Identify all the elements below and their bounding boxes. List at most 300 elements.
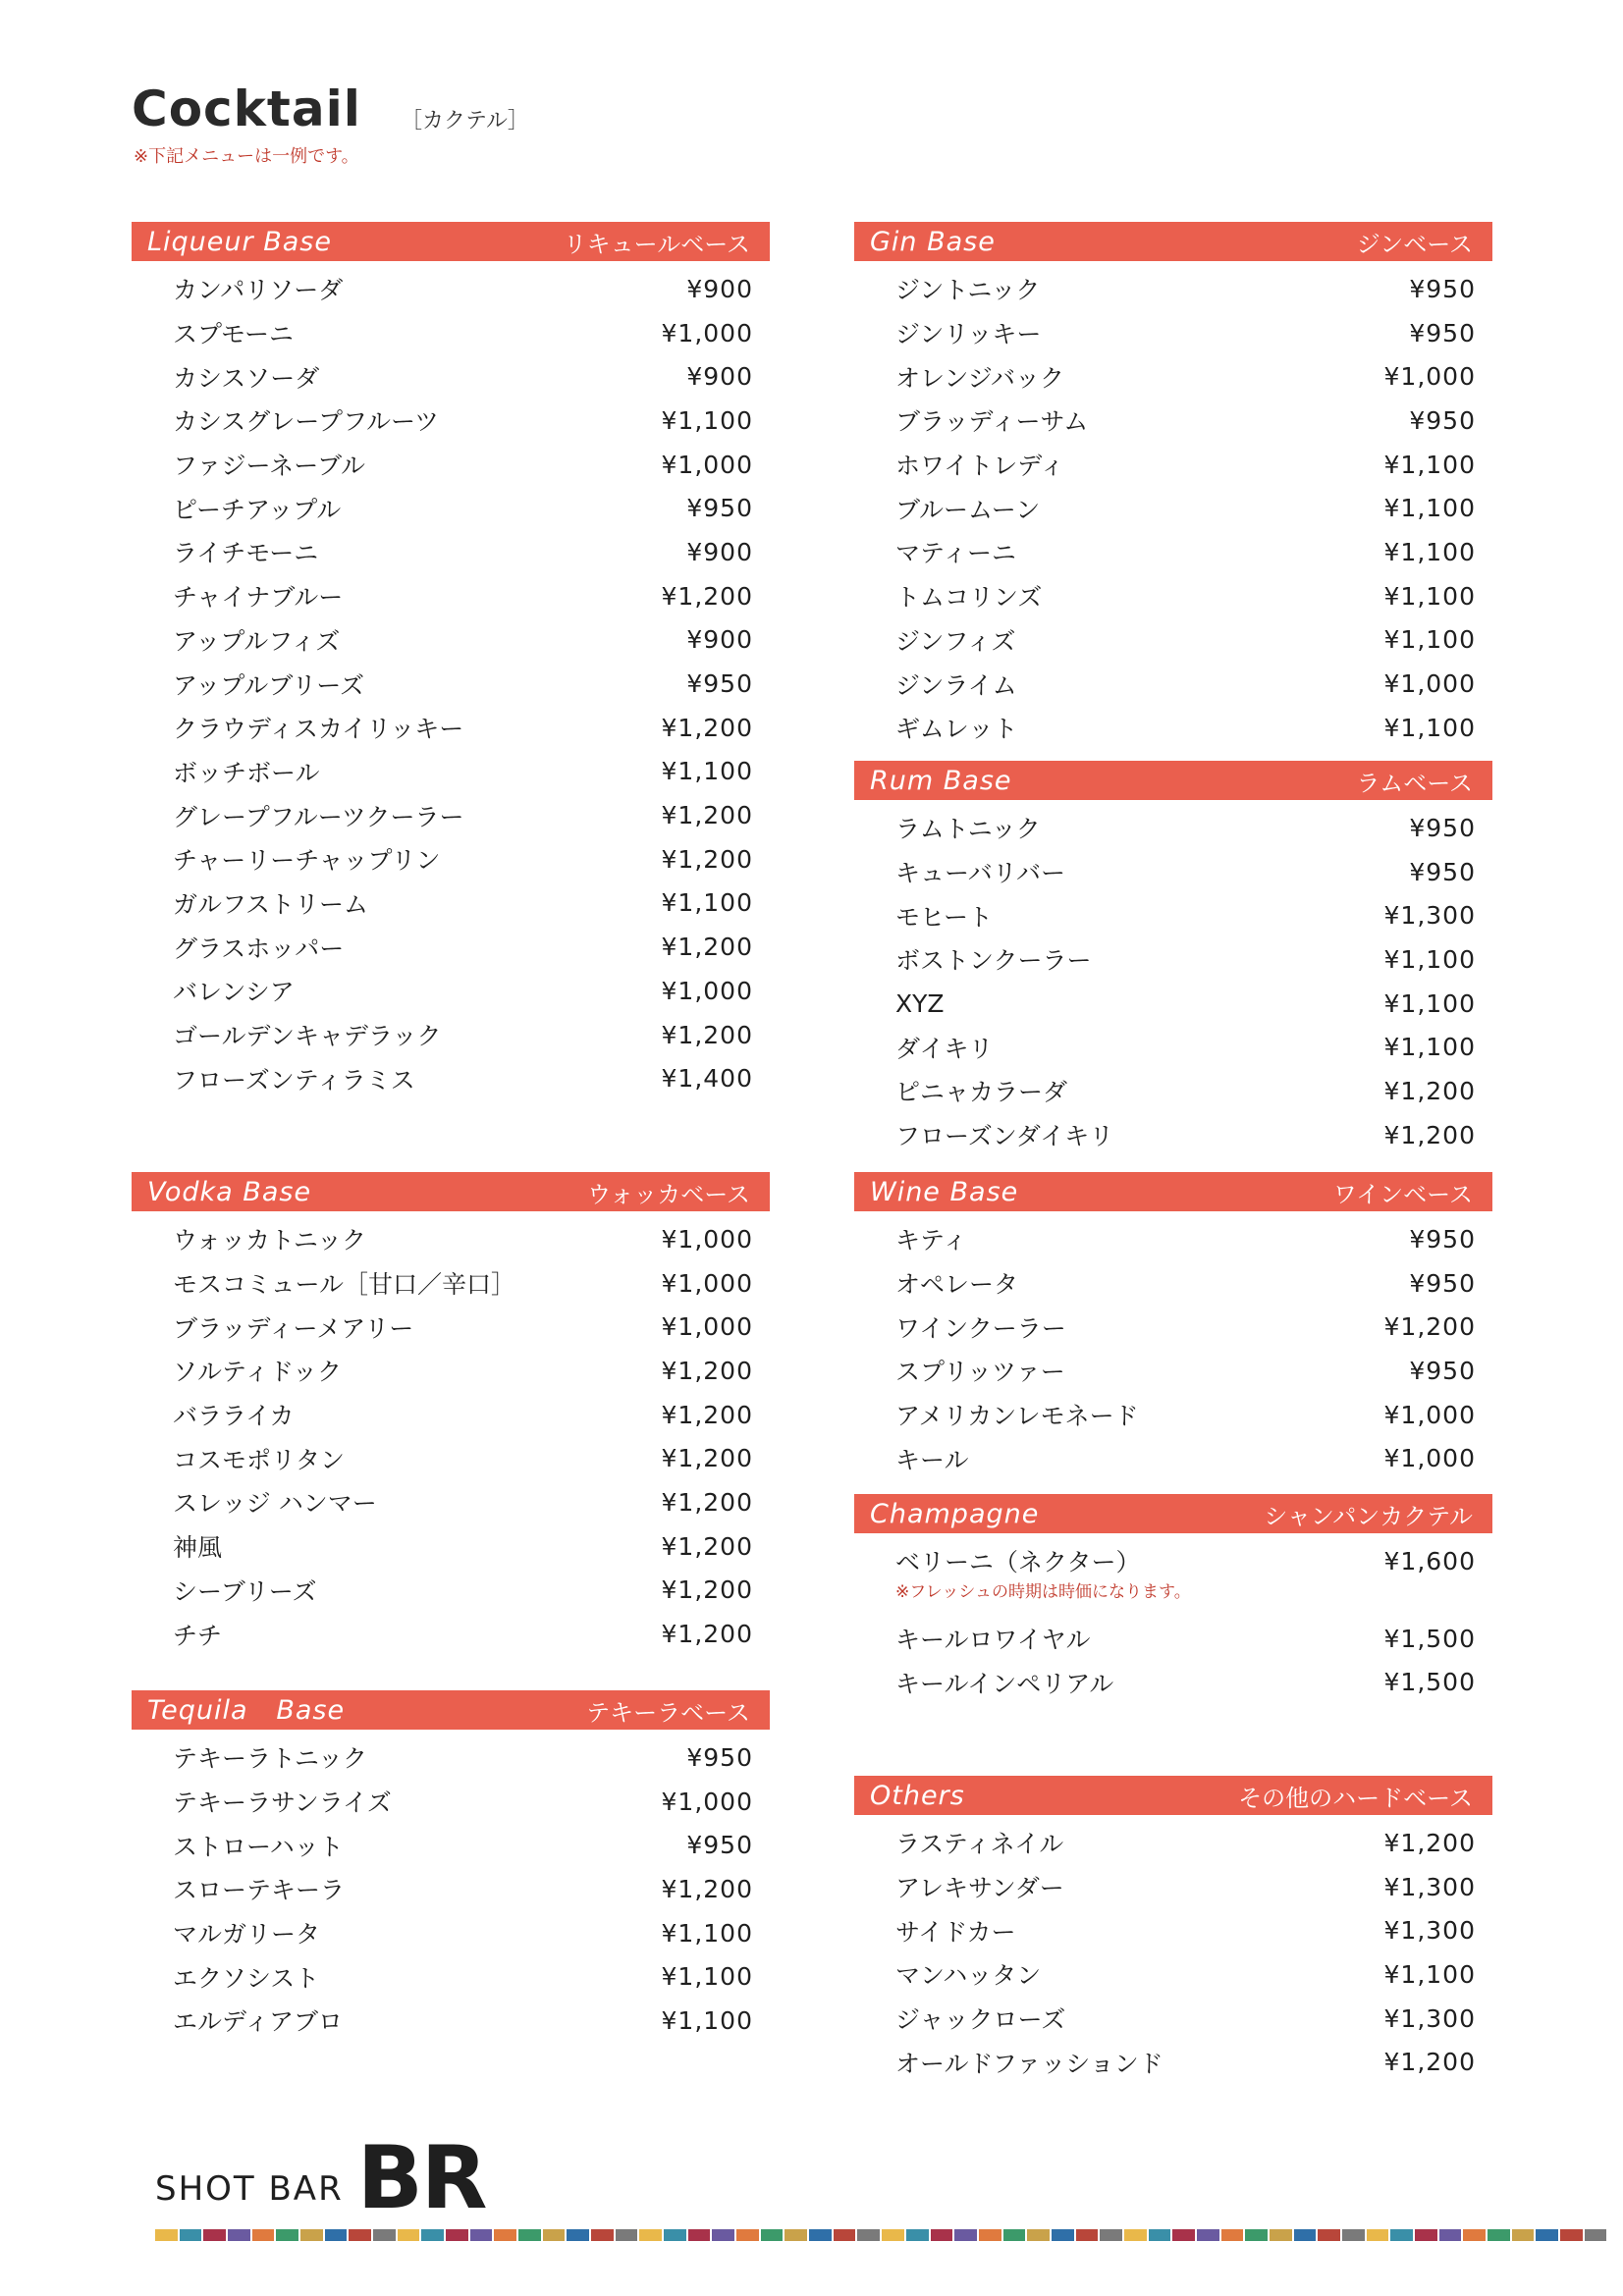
item-name: クラウディスカイリッキー: [173, 715, 464, 744]
stripe-block: [1221, 2229, 1244, 2241]
menu-item: [132, 443, 770, 487]
stripe-block: [349, 2229, 371, 2241]
stripe-block: [180, 2229, 202, 2241]
item-name: テキーラトニック: [173, 1744, 368, 1774]
stripe-block: [688, 2229, 711, 2241]
section-title-en: Wine Base: [870, 1176, 1019, 1207]
item-name: アップルブリーズ: [173, 670, 365, 700]
section-tequila: [132, 1690, 770, 2043]
item-name: カシスソーダ: [173, 363, 320, 393]
menu-item: [132, 311, 770, 355]
logo-shot-bar: SHOT BAR: [155, 2169, 344, 2209]
item-price: ¥1,000: [661, 1787, 753, 1816]
section-header: [854, 1172, 1492, 1211]
stripe-block: [228, 2229, 250, 2241]
menu-item: [854, 1025, 1492, 1069]
item-name: チャーリーチャップリン: [173, 846, 441, 876]
section-wine: [854, 1172, 1492, 1480]
item-name: グラスホッパー: [173, 934, 345, 963]
item-name: バレンシア: [173, 978, 295, 1007]
item-name: マティーニ: [895, 539, 1017, 568]
item-price: ¥1,100: [1383, 944, 1476, 974]
menu-item: [854, 1261, 1492, 1306]
menu-list: [854, 1217, 1492, 1480]
item-price: ¥950: [686, 669, 753, 699]
stripe-block: [1367, 2229, 1389, 2241]
stripe-block: [1100, 2229, 1122, 2241]
item-price: ¥1,200: [1383, 1120, 1476, 1149]
menu-list: [854, 806, 1492, 1157]
item-price: ¥1,100: [1383, 537, 1476, 566]
item-name: スローテキーラ: [173, 1876, 346, 1905]
item-price: ¥900: [686, 625, 753, 655]
menu-item: [854, 1821, 1492, 1865]
stripe-block: [1439, 2229, 1462, 2241]
item-name: サイドカー: [895, 1917, 1016, 1947]
item-price: ¥1,200: [1383, 1076, 1476, 1105]
menu-item: [854, 850, 1492, 894]
section-header: [132, 1690, 770, 1730]
item-price: ¥1,100: [1383, 450, 1476, 479]
menu-item: [132, 1735, 770, 1780]
item-name: エルディアブロ: [173, 2007, 344, 2037]
stripe-block: [857, 2229, 880, 2241]
stripe-block: [543, 2229, 566, 2241]
menu-item: [854, 1908, 1492, 1952]
menu-item: [854, 1305, 1492, 1349]
menu-note: ※下記メニューは一例です。: [134, 146, 359, 167]
item-name: フローズンダイキリ: [895, 1122, 1114, 1151]
menu-item: [854, 1069, 1492, 1113]
menu-item: [854, 662, 1492, 706]
item-price: ¥950: [1409, 857, 1476, 886]
page-title: Cocktail: [132, 80, 361, 137]
menu-item: [854, 618, 1492, 663]
menu-item: [854, 706, 1492, 750]
section-title-jp: リキュールベース: [563, 230, 750, 258]
item-name: ホワイトレディ: [895, 452, 1065, 481]
menu-item: [854, 267, 1492, 311]
stripe-block: [1027, 2229, 1050, 2241]
stripe-block: [931, 2229, 953, 2241]
section-title-en: Others: [870, 1780, 965, 1811]
stripe-block: [1415, 2229, 1437, 2241]
section-gin: [854, 222, 1492, 750]
section-title-jp: テキーラベース: [586, 1698, 750, 1727]
menu-item: [132, 925, 770, 969]
stripe-block: [882, 2229, 904, 2241]
item-price: ¥1,300: [1383, 1916, 1476, 1946]
item-name: スプリッツァー: [895, 1358, 1065, 1387]
item-name: 神風: [173, 1533, 223, 1563]
section-header: [854, 222, 1492, 261]
item-price: ¥1,200: [661, 713, 753, 742]
menu-item: [132, 1569, 770, 1613]
item-name: コスモポリタン: [173, 1445, 346, 1474]
menu-list: [854, 267, 1492, 750]
item-price: ¥950: [1409, 318, 1476, 347]
item-name: ジンフィズ: [895, 626, 1016, 656]
stripe-block: [954, 2229, 977, 2241]
stripe-block: [591, 2229, 614, 2241]
item-price: ¥950: [1409, 1268, 1476, 1298]
section-others: [854, 1776, 1492, 2084]
item-price: ¥1,200: [1383, 2048, 1476, 2077]
menu-item: [854, 1217, 1492, 1261]
stripe-block: [1294, 2229, 1317, 2241]
item-price: ¥1,100: [1383, 581, 1476, 611]
menu-item: [854, 893, 1492, 937]
section-champagne: [854, 1494, 1492, 1704]
stripe-block: [325, 2229, 348, 2241]
stripe-block: [979, 2229, 1001, 2241]
menu-item: [132, 399, 770, 443]
menu-item: [854, 1436, 1492, 1480]
section-title-jp: ジンベース: [1356, 230, 1473, 258]
item-price: ¥1,200: [661, 1620, 753, 1649]
item-name: バラライカ: [173, 1402, 295, 1431]
item-name: ワインクーラー: [895, 1313, 1066, 1343]
item-price: ¥1,000: [1383, 669, 1476, 699]
section-liqueur: [132, 222, 770, 1100]
stripe-block: [1270, 2229, 1292, 2241]
item-price: ¥1,100: [1383, 988, 1476, 1018]
item-price: ¥1,100: [661, 888, 753, 918]
section-title-en: Rum Base: [870, 765, 1012, 796]
item-name: ラムトニック: [895, 815, 1041, 844]
item-name: ガルフストリーム: [173, 889, 369, 919]
item-price: ¥950: [1409, 274, 1476, 303]
item-name: ウォッカトニック: [173, 1226, 367, 1255]
item-price: ¥1,200: [1383, 1312, 1476, 1342]
menu-item: [132, 354, 770, 399]
stripe-block: [494, 2229, 516, 2241]
item-name: ジャックローズ: [895, 2005, 1066, 2035]
item-price: ¥1,000: [661, 1224, 753, 1254]
item-name: キールロワイヤル: [895, 1626, 1091, 1655]
section-title-jp: シャンパンカクテル: [1264, 1502, 1473, 1530]
item-price: ¥1,200: [1383, 1828, 1476, 1857]
item-name: ストローハット: [173, 1832, 344, 1861]
menu-item: [132, 1867, 770, 1911]
item-name: アップルフィズ: [173, 626, 341, 656]
item-price: ¥1,200: [661, 581, 753, 611]
item-price: ¥1,400: [661, 1064, 753, 1094]
stripe-block: [1512, 2229, 1535, 2241]
item-name: トムコリンズ: [895, 583, 1043, 613]
stripe-block: [906, 2229, 929, 2241]
item-name: モスコミュール［甘口／辛口］: [173, 1270, 516, 1300]
menu-item: [132, 1013, 770, 1057]
stripe-block: [421, 2229, 444, 2241]
page-subtitle: ［カクテル］: [401, 109, 529, 133]
stripe-block: [1342, 2229, 1365, 2241]
item-price: ¥1,000: [1383, 1444, 1476, 1473]
item-price: ¥1,100: [661, 1918, 753, 1948]
item-name: ブラッディーメアリー: [173, 1313, 414, 1343]
menu-item: [132, 530, 770, 574]
item-price: ¥1,200: [661, 801, 753, 830]
menu-item: [132, 1612, 770, 1656]
item-price: ¥1,300: [1383, 901, 1476, 931]
item-price: ¥1,200: [661, 844, 753, 874]
item-name: XYZ: [895, 988, 945, 1018]
menu-item: [132, 1349, 770, 1393]
item-name: オペレータ: [895, 1270, 1019, 1300]
item-price: ¥1,000: [661, 1312, 753, 1342]
menu-item: [132, 1999, 770, 2043]
menu-item: [854, 1952, 1492, 1997]
item-name: チャイナブルー: [173, 583, 344, 613]
item-name: チチ: [173, 1621, 223, 1650]
item-price: ¥1,100: [661, 1962, 753, 1992]
stripe-block: [567, 2229, 589, 2241]
item-name: フローズンティラミス: [173, 1065, 415, 1095]
stripe-block: [1003, 2229, 1026, 2241]
section-header: [132, 1172, 770, 1211]
menu-item: [132, 750, 770, 794]
menu-item: [854, 1865, 1492, 1909]
section-title-en: Vodka Base: [147, 1176, 312, 1207]
section-title-jp: その他のハードベース: [1238, 1784, 1473, 1812]
item-name: キューバリバー: [895, 859, 1066, 888]
stripe-block: [373, 2229, 396, 2241]
item-price: ¥1,300: [1383, 1872, 1476, 1901]
stripe-block: [1536, 2229, 1558, 2241]
item-price: ¥1,200: [661, 1020, 753, 1049]
item-name: カシスグレープフルーツ: [173, 407, 440, 437]
item-price: ¥1,000: [661, 976, 753, 1005]
item-name: ジンライム: [895, 670, 1017, 700]
item-price: ¥1,000: [1383, 1400, 1476, 1429]
stripe-block: [276, 2229, 298, 2241]
item-name: ライチモーニ: [173, 539, 319, 568]
stripe-block: [809, 2229, 832, 2241]
menu-item: [132, 662, 770, 706]
menu-item: [132, 1393, 770, 1437]
menu-item: [854, 982, 1492, 1026]
menu-item: [854, 806, 1492, 850]
menu-list: [132, 267, 770, 1100]
section-title-jp: ワインベース: [1332, 1180, 1473, 1208]
menu-list: [132, 1217, 770, 1656]
item-name: カンパリソーダ: [173, 276, 344, 305]
item-name: ダイキリ: [895, 1034, 994, 1063]
item-price: ¥950: [686, 494, 753, 523]
item-name: ソルティドック: [173, 1358, 343, 1387]
item-name: テキーラサンライズ: [173, 1789, 392, 1818]
item-price: ¥950: [1409, 1356, 1476, 1385]
stripe-block: [1076, 2229, 1099, 2241]
stripe-block: [446, 2229, 468, 2241]
item-price: ¥1,600: [1383, 1546, 1476, 1575]
item-price: ¥1,100: [1383, 494, 1476, 523]
item-name: ファジーネーブル: [173, 452, 366, 481]
menu-item: [132, 1480, 770, 1524]
section-title-en: Tequila Base: [147, 1694, 346, 1726]
menu-item: [854, 311, 1492, 355]
item-price: ¥1,500: [1383, 1624, 1476, 1653]
item-name: モヒート: [895, 902, 994, 932]
section-header: [854, 761, 1492, 800]
menu-list: [854, 1539, 1492, 1704]
item-price: ¥1,200: [661, 1356, 753, 1385]
stripe-block: [1149, 2229, 1171, 2241]
item-price: ¥1,200: [661, 1444, 753, 1473]
menu-item: [132, 1780, 770, 1824]
stripe-block: [470, 2229, 493, 2241]
menu-item: [854, 1617, 1492, 1661]
spacer: [854, 1601, 1492, 1617]
stripe-block: [398, 2229, 420, 2241]
item-price: ¥1,200: [661, 1400, 753, 1429]
menu-item: [132, 793, 770, 837]
section-title-en: Gin Base: [870, 226, 996, 257]
menu-item: [132, 1823, 770, 1867]
item-price: ¥950: [1409, 405, 1476, 435]
item-price: ¥950: [1409, 1224, 1476, 1254]
menu-item: [854, 2040, 1492, 2084]
item-name: グレープフルーツクーラー: [173, 802, 464, 831]
item-name: キールインペリアル: [895, 1669, 1114, 1698]
menu-item: [854, 937, 1492, 982]
menu-item: [132, 1217, 770, 1261]
seasonal-price-note: ※フレッシュの時期は時価になります。: [895, 1581, 1191, 1602]
menu-item: [132, 1436, 770, 1480]
stripe-block: [834, 2229, 856, 2241]
item-price: ¥900: [686, 537, 753, 566]
stripe-block: [1560, 2229, 1583, 2241]
menu-item: [854, 1113, 1492, 1157]
section-header: [854, 1494, 1492, 1533]
menu-item: [132, 1261, 770, 1306]
section-title-en: Liqueur Base: [147, 226, 332, 257]
item-price: ¥1,100: [1383, 1959, 1476, 1989]
stripe-block: [155, 2229, 178, 2241]
stripe-block: [203, 2229, 226, 2241]
menu-item: [132, 706, 770, 750]
item-name: ギムレット: [895, 715, 1018, 744]
menu-item: [132, 574, 770, 618]
item-price: ¥1,100: [1383, 1033, 1476, 1062]
stripe-block: [1052, 2229, 1074, 2241]
stripe-block: [1172, 2229, 1195, 2241]
stripe-block: [761, 2229, 784, 2241]
item-name: スプモーニ: [173, 320, 295, 349]
section-title-en: Champagne: [870, 1498, 1040, 1529]
menu-item: [854, 530, 1492, 574]
item-name: キール: [895, 1445, 969, 1474]
stripe-block: [252, 2229, 275, 2241]
item-name: オールドファッションド: [895, 2049, 1163, 2078]
item-price: ¥950: [686, 1742, 753, 1772]
section-header: [854, 1776, 1492, 1815]
menu-item: [854, 1349, 1492, 1393]
menu-item: [132, 267, 770, 311]
stripe-block: [664, 2229, 686, 2241]
menu-item: [132, 486, 770, 530]
menu-item: [132, 837, 770, 881]
menu-item: [854, 354, 1492, 399]
menu-item: [132, 1305, 770, 1349]
menu-item: [132, 1911, 770, 1955]
item-name: オレンジバック: [895, 363, 1065, 393]
item-name: アレキサンダー: [895, 1874, 1064, 1903]
item-name: ジンリッキー: [895, 320, 1042, 349]
stripe-block: [712, 2229, 734, 2241]
stripe-block: [1124, 2229, 1147, 2241]
stripe-block: [736, 2229, 759, 2241]
menu-item: [132, 1954, 770, 1999]
logo-br: BR: [356, 2127, 486, 2228]
item-name: ラスティネイル: [895, 1830, 1064, 1859]
item-price: ¥1,200: [661, 1575, 753, 1605]
stripe-block: [784, 2229, 807, 2241]
item-price: ¥1,200: [661, 1874, 753, 1903]
stripe-block: [1197, 2229, 1219, 2241]
item-name: ジントニック: [895, 276, 1041, 305]
item-price: ¥950: [686, 1831, 753, 1860]
stripe-block: [1390, 2229, 1413, 2241]
section-title-jp: ラムベース: [1356, 769, 1473, 797]
stripe-block: [1585, 2229, 1607, 2241]
item-name: ボストンクーラー: [895, 946, 1092, 976]
item-name: エクソシスト: [173, 1963, 320, 1993]
item-price: ¥1,200: [661, 1531, 753, 1561]
menu-item: [854, 1660, 1492, 1704]
item-price: ¥1,100: [661, 757, 753, 786]
item-name: ベリーニ（ネクター）: [895, 1548, 1141, 1577]
stripe-block: [518, 2229, 541, 2241]
menu-item: [132, 969, 770, 1013]
item-name: ブルームーン: [895, 495, 1041, 524]
item-name: スレッジ ハンマー: [173, 1489, 377, 1519]
stripe-block: [616, 2229, 638, 2241]
stripe-block: [1463, 2229, 1486, 2241]
section-rum: [854, 761, 1492, 1157]
section-title-jp: ウォッカベース: [587, 1180, 750, 1208]
menu-item: [132, 1524, 770, 1569]
item-price: ¥1,500: [1383, 1668, 1476, 1697]
menu-item: [854, 1997, 1492, 2041]
item-price: ¥1,200: [661, 933, 753, 962]
menu-item: [132, 618, 770, 663]
section-vodka: [132, 1172, 770, 1656]
item-price: ¥1,100: [661, 2005, 753, 2035]
item-name: ブラッディーサム: [895, 407, 1089, 437]
item-price: ¥1,100: [661, 405, 753, 435]
item-name: シーブリーズ: [173, 1576, 317, 1606]
item-name: アメリカンレモネード: [895, 1402, 1139, 1431]
menu-item: [132, 1056, 770, 1100]
menu-item: [854, 1393, 1492, 1437]
menu-item: [854, 486, 1492, 530]
item-price: ¥1,100: [1383, 713, 1476, 742]
stripe-block: [300, 2229, 323, 2241]
menu-list: [132, 1735, 770, 2043]
item-price: ¥1,000: [1383, 362, 1476, 392]
item-name: マンハッタン: [895, 1961, 1042, 1991]
item-name: マルガリータ: [173, 1920, 321, 1949]
item-price: ¥1,200: [661, 1487, 753, 1517]
stripe-block: [1245, 2229, 1268, 2241]
menu-item: [854, 574, 1492, 618]
item-name: ピーチアップル: [173, 495, 342, 524]
item-name: ゴールデンキャデラック: [173, 1022, 442, 1051]
item-price: ¥1,000: [661, 450, 753, 479]
item-price: ¥950: [1409, 813, 1476, 842]
item-name: ピニャカラーダ: [895, 1078, 1068, 1107]
